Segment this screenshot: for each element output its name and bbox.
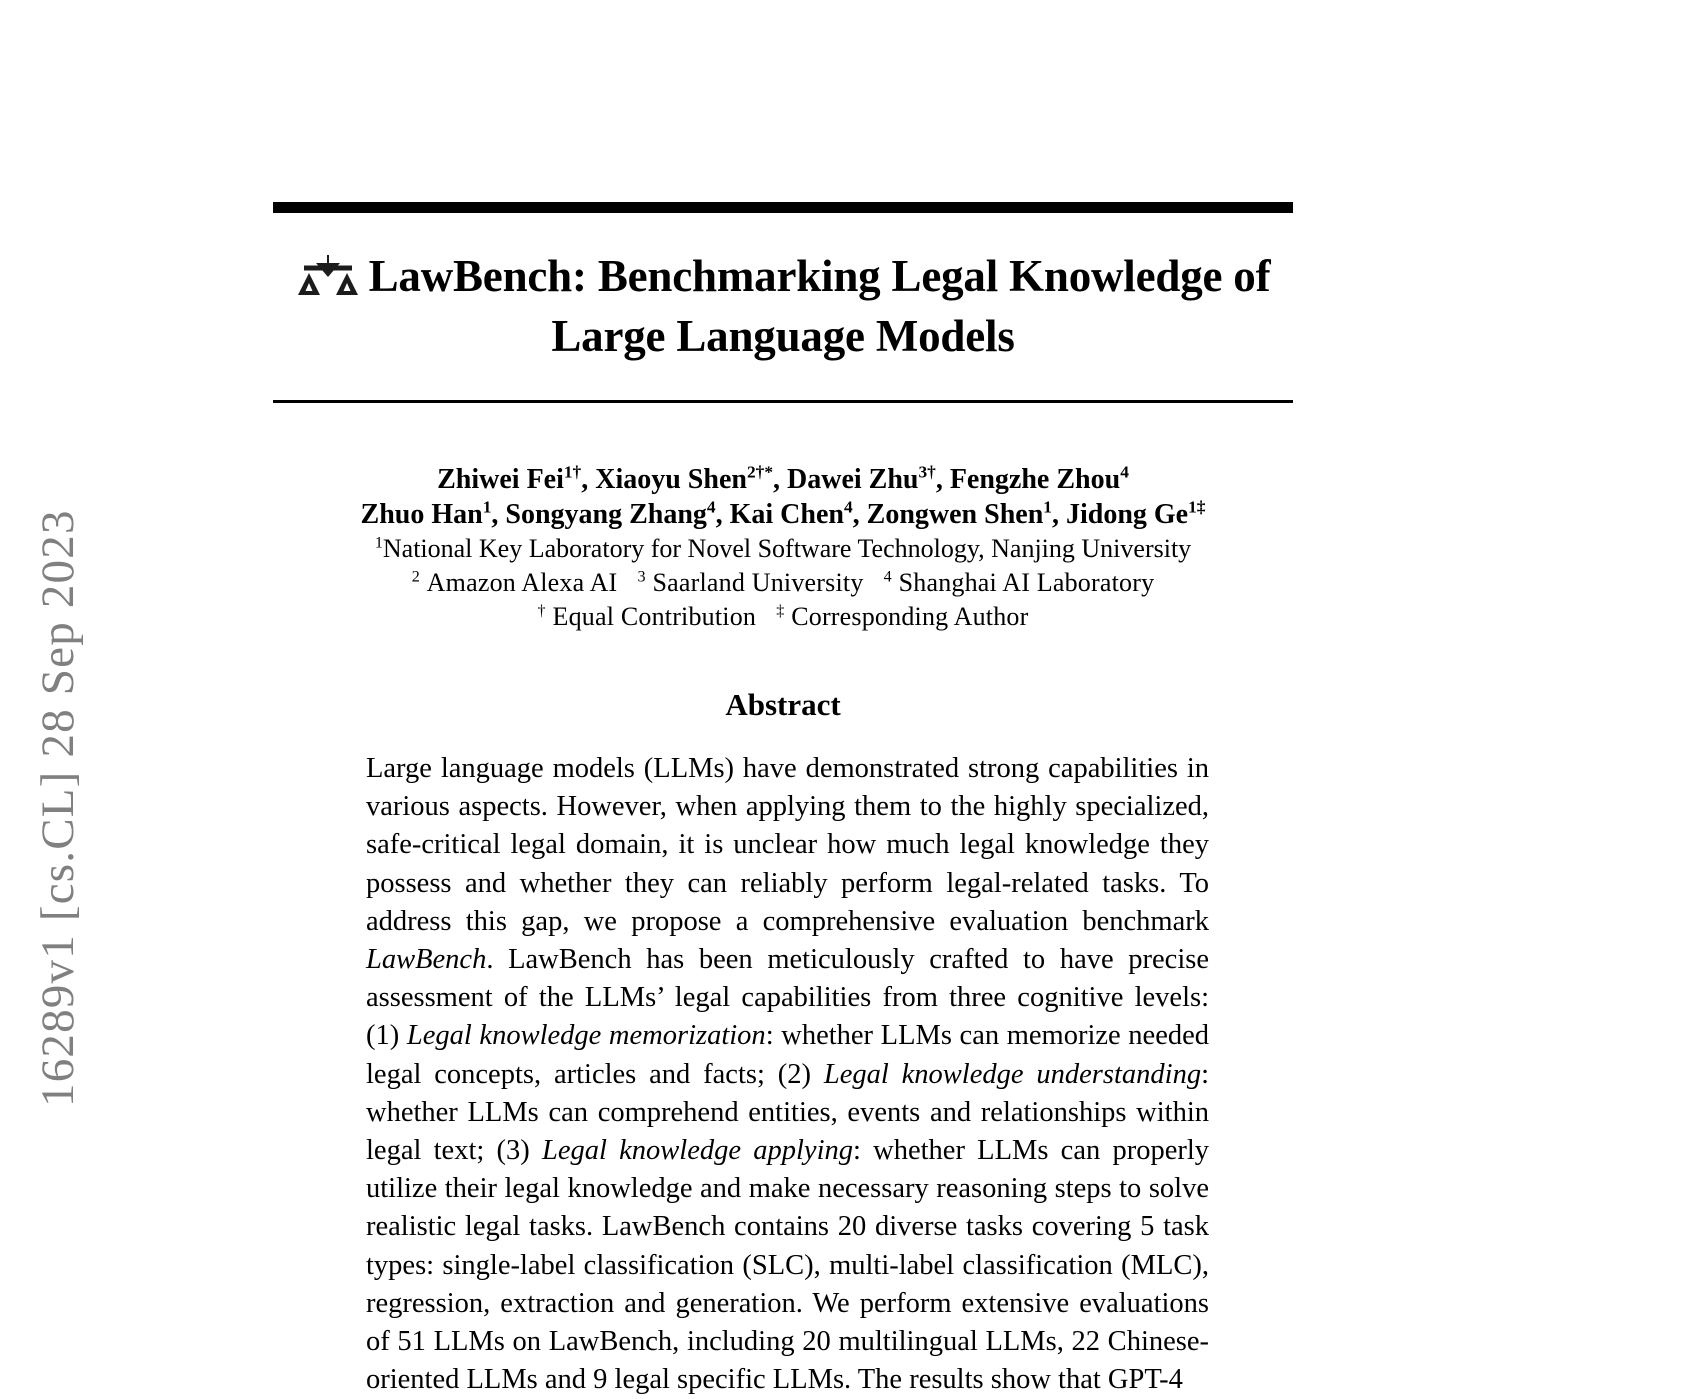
author-name: Zhiwei Fei$^{1\dagger}$ [437, 462, 582, 495]
author-separator: , [715, 499, 730, 530]
paper-page [273, 0, 1293, 1396]
author-name: Songyang Zhang$^4$ [505, 497, 716, 530]
author-separator: , [491, 499, 506, 530]
affiliation-text: Saarland University [645, 568, 864, 597]
affiliation-gap [617, 568, 637, 597]
title-text-line-1: LawBench: Benchmarking Legal Knowledge of [368, 251, 1271, 301]
affiliation-marker: 2 [411, 568, 420, 586]
abstract-emphasis: Legal knowledge applying [541, 1135, 853, 1167]
abstract-emphasis: LawBench [366, 944, 487, 976]
note-text: Corresponding Author [784, 602, 1029, 631]
author-name: Jidong $Ge^{1\ddagger}$ [1065, 497, 1206, 530]
page-title [273, 250, 1293, 362]
affiliation-text: Amazon Alexa AI [419, 568, 618, 597]
note-text: Equal Contribution [545, 602, 757, 631]
author-affiliation-marker: 1 [1043, 497, 1052, 517]
author-separator: , [1051, 499, 1066, 530]
author-line-1 [273, 462, 1293, 497]
abstract-body [366, 750, 1209, 1399]
author-name: Zongwen Shen$^1$ [866, 497, 1052, 530]
author-name: Dawei Zhu$^{3\dagger}$ [787, 462, 936, 495]
note-marker: ‡ [776, 602, 785, 620]
author-name: Kai Chen$^4$ [729, 497, 853, 530]
abstract-text: Large language models (LLMs) have demonstrated strong capabilities in various aspects. However, when applying them to the highly specialized, safe-critical legal domain, it is unclear how much legal knowledge they possess and whether they can reliably perform legal-related tasks. To address this gap, we propose a comprehensive evaluation benchmark [366, 753, 1209, 937]
author-separator: , [581, 464, 596, 495]
author-affiliation-marker: 4 [1120, 462, 1129, 482]
affiliation-gap [864, 568, 884, 597]
title-rule-top [273, 202, 1293, 213]
affiliation-marker: 3 [637, 568, 646, 586]
title-text-line-2: Large Language Models [551, 311, 1015, 361]
abstract-emphasis: Legal knowledge memorization [406, 1020, 766, 1052]
author-affiliation-marker: 2†* [746, 462, 773, 482]
author-name: Zhuo Han$^1$ [360, 497, 492, 530]
abstract-text: : whether LLMs can properly utilize their legal knowledge and make necessary reasoning steps to solve realistic legal tasks. LawBench contains 20 diverse tasks covering 5 task types: single-label classification (SLC), multi-label classification (MLC), regression, extraction and generation. We perform extensive evaluations of 51 LLMs on LawBench, including 20 multilingual LLMs, 22 Chinese-oriented LLMs and 9 legal specific LLMs. The results show that GPT-4 [366, 1135, 1210, 1396]
author-notes-line [273, 600, 1293, 634]
affiliation-text: Shanghai AI Laboratory [891, 568, 1155, 597]
author-affiliation-marker: 1‡ [1188, 497, 1206, 517]
author-affiliation-marker: 3† [918, 462, 936, 482]
balance-scale-icon [296, 255, 360, 310]
abstract-text: : whether LLMs can memorize needed legal concepts, articles and facts; (2) [366, 1020, 1210, 1090]
title-rule-bottom [273, 400, 1293, 403]
authors-block [273, 462, 1293, 634]
abstract-emphasis: Legal knowledge understanding [823, 1058, 1202, 1090]
abstract-text: : whether LLMs can comprehend entities, events and relationships within legal text; (3) [366, 1058, 1209, 1167]
note-gap [756, 602, 776, 631]
author-affiliation-marker: 1† [563, 462, 582, 482]
affiliation-marker: 1 [374, 534, 383, 552]
author-separator: , [935, 464, 950, 495]
author-name: Xiaoyu Shen$^{2\dagger*}$ [595, 462, 773, 495]
affiliation-text: National Key Laboratory for Novel Software Technology, Nanjing University [382, 534, 1192, 563]
author-separator: , [852, 499, 867, 530]
affiliation-line-2 [273, 566, 1293, 600]
title-line-1 [273, 250, 1293, 310]
author-name: Fengzhe Zhou$^4$ [949, 462, 1129, 495]
affiliation-line-1 [273, 532, 1293, 566]
author-affiliation-marker: 4 [706, 497, 716, 517]
author-line-2 [273, 497, 1293, 532]
abstract-heading: Abstract [725, 687, 841, 722]
author-affiliation-marker: 1 [482, 497, 492, 517]
abstract-text: . LawBench has been meticulously crafted to have precise assessment of the LLMs’ legal capabilities from three cognitive levels: (1) [366, 944, 1209, 1052]
note-marker: † [537, 602, 546, 620]
author-separator: , [773, 464, 787, 495]
author-affiliation-marker: 4 [843, 497, 853, 517]
arxiv-identifier-stamp: 16289v1 [cs.CL] 28 Sep 2023 [32, 509, 84, 1107]
affiliation-marker: 4 [883, 568, 892, 586]
